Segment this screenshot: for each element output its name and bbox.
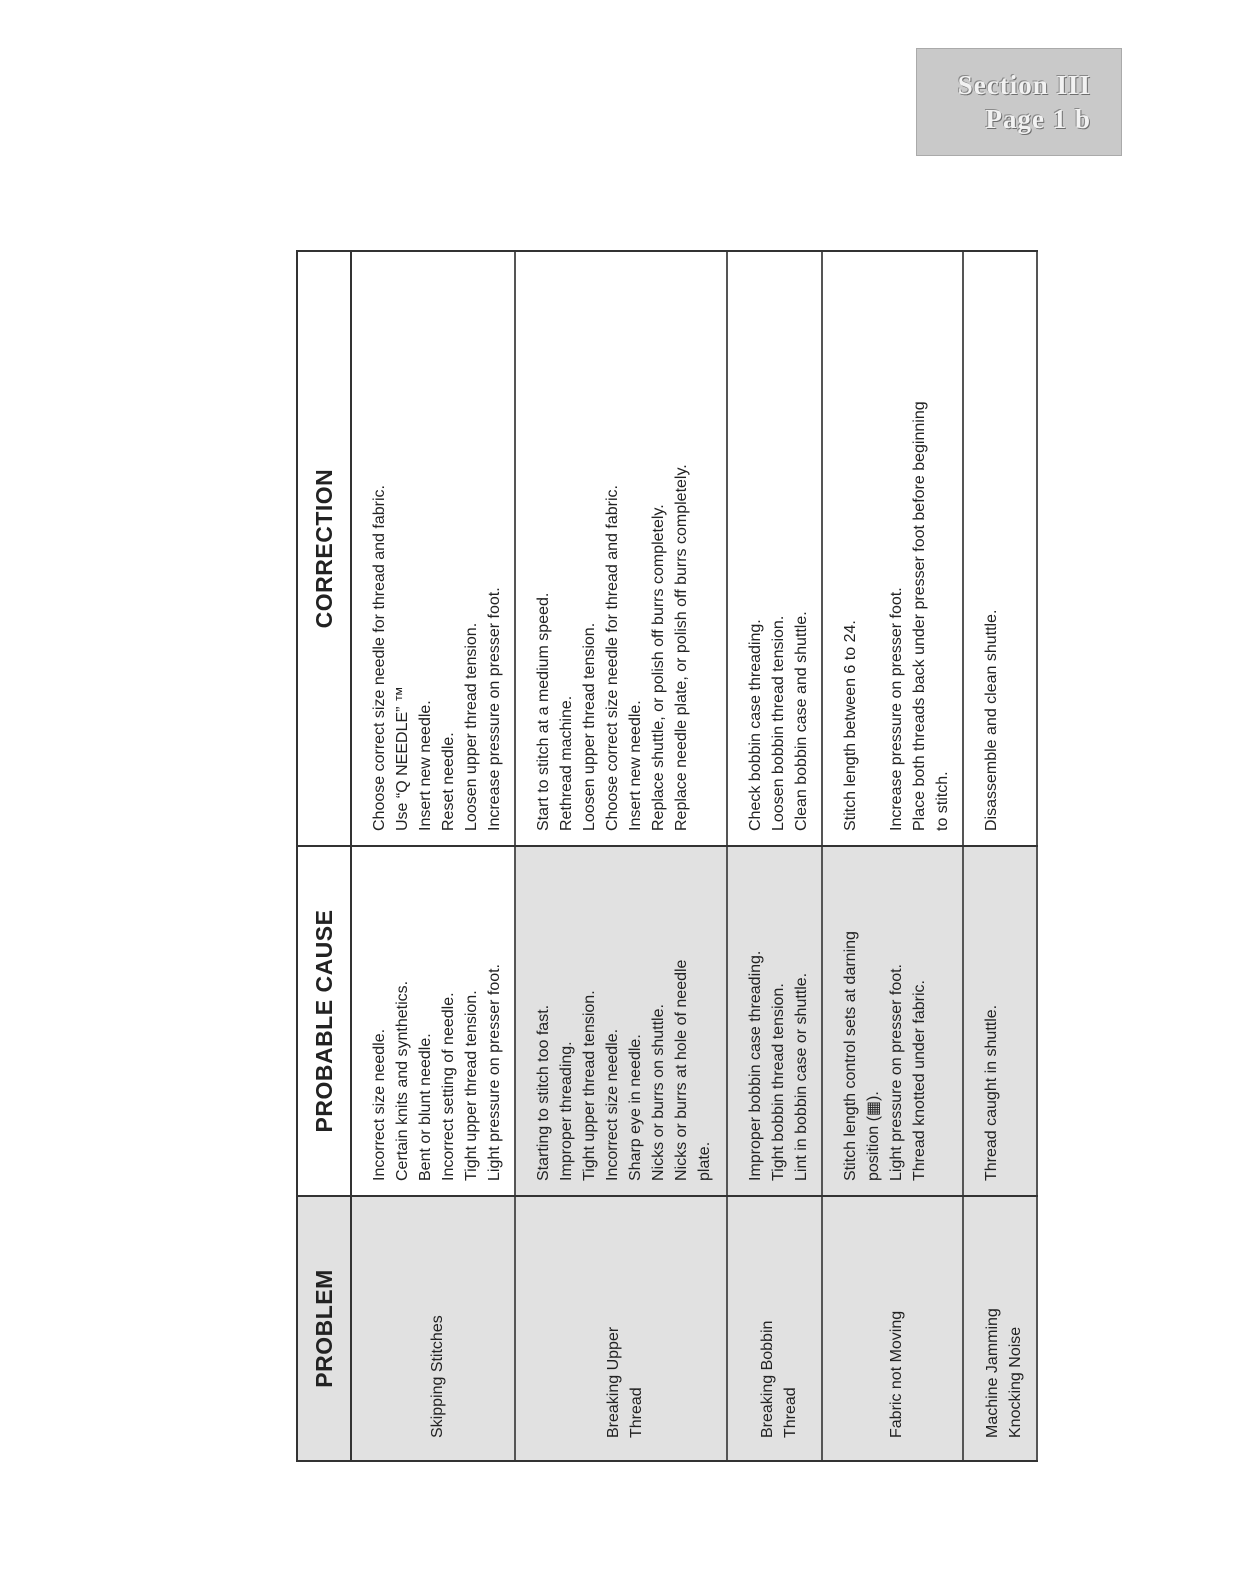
correction-cell [515,251,727,846]
correction-line: Clean bobbin case and shuttle. [793,611,810,831]
problem-cell [351,1196,515,1461]
cause-line: Light pressure on presser foot. [888,963,905,1181]
cause-line: Nicks or burrs on shuttle. [650,1004,667,1181]
cause-line: Improper bobbin case threading. [747,950,764,1181]
section-label: Section III [957,70,1091,100]
correction-line: Replace needle plate, or polish off burrs completely. [673,464,690,831]
header-correction: CORRECTION [297,251,351,846]
cause-line: Tight upper thread tension. [463,990,480,1181]
correction-line: Replace shuttle, or polish off burrs completely. [650,504,667,831]
page-label: Page 1 b [985,104,1091,134]
problem-text: Thread [628,1387,645,1438]
correction-cell [727,251,822,846]
problem-cell [963,1196,1037,1461]
correction-line: Rethread machine. [558,695,575,831]
table-row [963,251,1037,1461]
cause-cell [963,846,1037,1196]
correction-line: Insert new needle. [627,700,644,831]
correction-line: Insert new needle. [417,700,434,831]
cause-line: plate. [696,1141,713,1181]
cause-cell [822,846,963,1196]
correction-line: Increase pressure on presser foot. [888,587,905,831]
problem-text: Breaking Upper [605,1326,622,1438]
correction-line: Place both threads back under presser foot before beginning [911,401,928,831]
cause-line: Thread knotted under fabric. [911,979,928,1181]
cause-cell [727,846,822,1196]
header-probable-cause: PROBABLE CAUSE [297,846,351,1196]
correction-line: Choose correct size needle for thread and fabric. [604,485,621,831]
correction-cell [963,251,1037,846]
table-row [351,251,515,1461]
problem-text: Breaking Bobbin [758,1320,776,1438]
cause-cell [351,846,515,1196]
cause-line: Incorrect size needle. [371,1028,388,1181]
table-header-row [297,251,351,1461]
section-page-badge [916,48,1122,156]
correction-line: Loosen upper thread tension. [581,622,598,831]
cause-cell [515,846,727,1196]
cause-line: Nicks or burrs at hole of needle [673,959,690,1181]
cause-line: Starting to stitch too fast. [535,1004,552,1181]
problem-cell [727,1196,822,1461]
problem-cell [822,1196,963,1461]
cause-line: Improper threading. [558,1041,575,1181]
problem-text: Knocking Noise [1007,1326,1024,1438]
cause-line: Bent or blunt needle. [417,1033,434,1181]
problem-text: Machine Jamming [984,1308,1001,1438]
problem-text: Thread [781,1387,799,1438]
cause-line: Certain knits and synthetics. [394,980,411,1181]
problem-text: Fabric not Moving [888,1310,905,1438]
problem-cell [515,1196,727,1461]
correction-cell [351,251,515,846]
correction-line: Stitch length between 6 to 24. [842,620,859,831]
troubleshooting-table-area [296,252,1024,1462]
correction-line: Disassemble and clean shuttle. [983,609,1000,831]
correction-line: Reset needle. [440,732,457,831]
problem-text: Skipping Stitches [428,1315,446,1438]
cause-line: Incorrect setting of needle. [440,992,457,1181]
cause-line: Thread caught in shuttle. [983,1004,1000,1181]
correction-cell [822,251,963,846]
cause-line: Tight upper thread tension. [581,990,598,1181]
correction-line [862,266,885,831]
cause-line: Sharp eye in needle. [627,1034,644,1181]
correction-line: Use “Q NEEDLE” ™ [394,686,411,831]
correction-line: Loosen upper thread tension. [463,622,480,831]
cause-line: Light pressure on presser foot. [486,963,503,1181]
correction-line: Increase pressure on presser foot. [486,587,503,831]
correction-line: to stitch. [934,771,951,831]
table-row [727,251,822,1461]
cause-line: Incorrect size needle. [604,1028,621,1181]
correction-line: Check bobbin case threading. [747,619,764,831]
table-row [515,251,727,1461]
cause-line: Tight bobbin thread tension. [770,983,787,1181]
header-problem: PROBLEM [297,1196,351,1461]
correction-line: Start to stitch at a medium speed. [535,592,552,831]
troubleshooting-table [296,250,1038,1462]
cause-line: position (▦). [865,1091,882,1181]
cause-line: Stitch length control sets at darning [842,931,859,1181]
table-row [822,251,963,1461]
correction-line: Choose correct size needle for thread and fabric. [371,485,388,831]
cause-line: Lint in bobbin case or shuttle. [793,972,810,1181]
correction-line: Loosen bobbin thread tension. [770,615,787,831]
